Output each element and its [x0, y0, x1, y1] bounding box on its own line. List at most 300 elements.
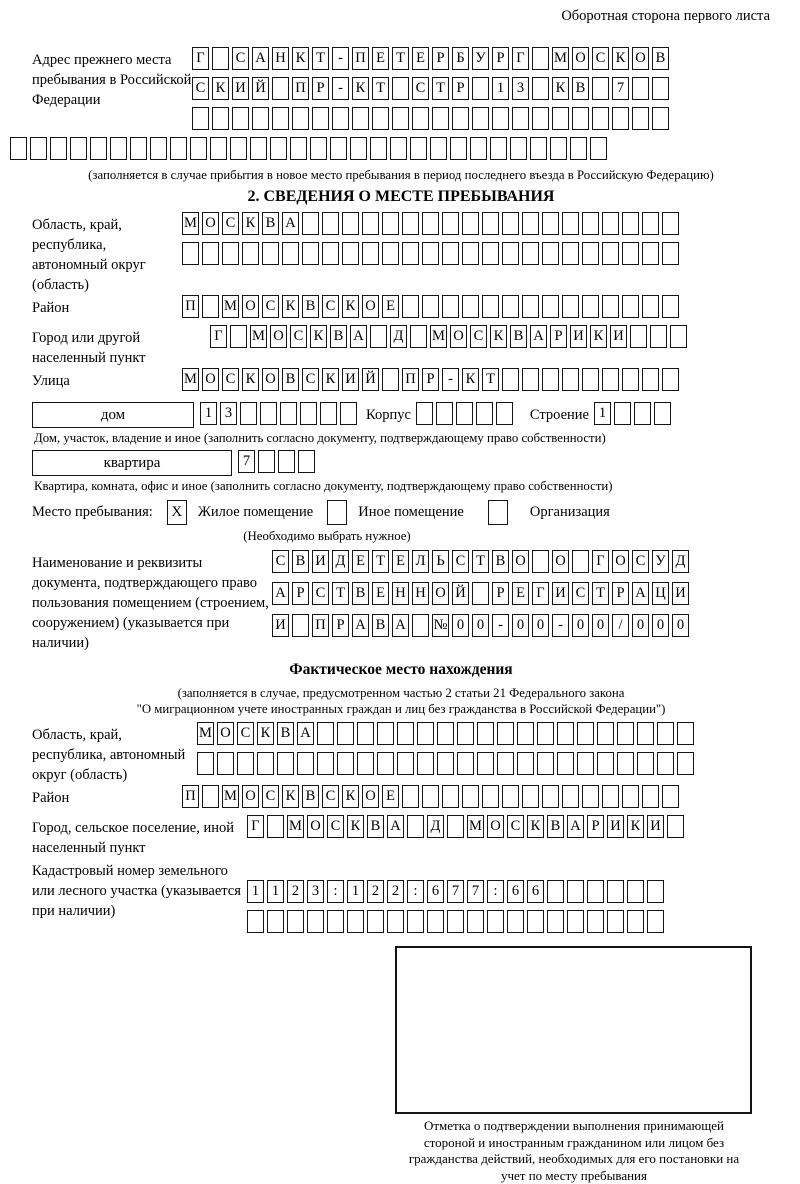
char-box[interactable]: С — [222, 368, 239, 391]
checkbox-organizatsiya[interactable] — [488, 500, 508, 525]
char-box[interactable] — [10, 137, 27, 160]
char-box[interactable] — [182, 242, 199, 265]
char-box[interactable]: Д — [390, 325, 407, 348]
char-box[interactable] — [436, 402, 453, 425]
char-box[interactable] — [427, 910, 444, 933]
char-box[interactable]: 2 — [367, 880, 384, 903]
char-box[interactable] — [450, 137, 467, 160]
char-box[interactable]: О — [572, 47, 589, 70]
char-box[interactable] — [522, 212, 539, 235]
char-box[interactable] — [642, 368, 659, 391]
char-box[interactable]: О — [362, 785, 379, 808]
char-box[interactable] — [192, 107, 209, 130]
char-box[interactable]: Д — [332, 550, 349, 573]
char-box[interactable] — [592, 107, 609, 130]
char-box[interactable]: 3 — [307, 880, 324, 903]
oblast-row-2[interactable] — [182, 242, 682, 268]
char-box[interactable]: Р — [587, 815, 604, 838]
char-box[interactable]: А — [297, 722, 314, 745]
char-box[interactable] — [190, 137, 207, 160]
char-box[interactable]: И — [272, 614, 289, 637]
fact-oblast-row-2[interactable] — [197, 752, 697, 778]
char-box[interactable]: П — [402, 368, 419, 391]
char-box[interactable] — [642, 785, 659, 808]
char-box[interactable]: Р — [422, 368, 439, 391]
char-box[interactable] — [70, 137, 87, 160]
char-box[interactable]: 1 — [267, 880, 284, 903]
char-box[interactable] — [542, 785, 559, 808]
char-box[interactable] — [602, 212, 619, 235]
char-box[interactable] — [512, 107, 529, 130]
char-box[interactable]: Й — [252, 77, 269, 100]
char-box[interactable] — [562, 785, 579, 808]
char-box[interactable]: Д — [427, 815, 444, 838]
char-box[interactable]: Т — [332, 582, 349, 605]
char-box[interactable] — [367, 910, 384, 933]
char-box[interactable] — [582, 212, 599, 235]
char-box[interactable] — [412, 107, 429, 130]
char-box[interactable]: С — [322, 295, 339, 318]
char-box[interactable] — [587, 910, 604, 933]
char-box[interactable] — [632, 77, 649, 100]
char-box[interactable]: Д — [672, 550, 689, 573]
char-box[interactable]: А — [350, 325, 367, 348]
char-box[interactable]: А — [567, 815, 584, 838]
char-box[interactable]: - — [332, 77, 349, 100]
char-box[interactable] — [232, 107, 249, 130]
kvartira-cells[interactable] — [238, 450, 318, 476]
char-box[interactable] — [467, 910, 484, 933]
char-box[interactable]: С — [632, 550, 649, 573]
char-box[interactable] — [422, 295, 439, 318]
char-box[interactable]: 2 — [287, 880, 304, 903]
char-box[interactable]: В — [262, 212, 279, 235]
char-box[interactable] — [597, 722, 614, 745]
char-box[interactable]: И — [312, 550, 329, 573]
char-box[interactable] — [496, 402, 513, 425]
char-box[interactable]: Р — [312, 77, 329, 100]
char-box[interactable]: А — [392, 614, 409, 637]
char-box[interactable] — [642, 212, 659, 235]
char-box[interactable] — [647, 910, 664, 933]
char-box[interactable]: В — [547, 815, 564, 838]
char-box[interactable] — [482, 242, 499, 265]
char-box[interactable] — [542, 212, 559, 235]
char-box[interactable] — [362, 212, 379, 235]
char-box[interactable]: С — [192, 77, 209, 100]
char-box[interactable] — [422, 212, 439, 235]
char-box[interactable] — [362, 242, 379, 265]
char-box[interactable] — [622, 295, 639, 318]
char-box[interactable] — [562, 368, 579, 391]
char-box[interactable] — [297, 752, 314, 775]
char-box[interactable] — [390, 137, 407, 160]
char-box[interactable]: К — [242, 212, 259, 235]
fact-gorod-row[interactable] — [247, 815, 687, 841]
char-box[interactable] — [170, 137, 187, 160]
char-box[interactable] — [567, 910, 584, 933]
char-box[interactable]: С — [322, 785, 339, 808]
char-box[interactable] — [382, 242, 399, 265]
char-box[interactable] — [472, 582, 489, 605]
char-box[interactable]: В — [492, 550, 509, 573]
char-box[interactable] — [670, 325, 687, 348]
char-box[interactable] — [150, 137, 167, 160]
char-box[interactable]: С — [290, 325, 307, 348]
char-box[interactable]: 3 — [220, 402, 237, 425]
char-box[interactable]: В — [510, 325, 527, 348]
char-box[interactable] — [252, 107, 269, 130]
char-box[interactable]: И — [672, 582, 689, 605]
char-box[interactable]: 6 — [527, 880, 544, 903]
char-box[interactable]: О — [307, 815, 324, 838]
char-box[interactable] — [542, 242, 559, 265]
char-box[interactable]: 7 — [467, 880, 484, 903]
char-box[interactable] — [202, 785, 219, 808]
char-box[interactable]: Е — [372, 582, 389, 605]
char-box[interactable] — [637, 752, 654, 775]
char-box[interactable]: В — [352, 582, 369, 605]
char-box[interactable]: : — [407, 880, 424, 903]
char-box[interactable]: 7 — [447, 880, 464, 903]
char-box[interactable]: В — [372, 614, 389, 637]
char-box[interactable]: К — [527, 815, 544, 838]
char-box[interactable]: К — [490, 325, 507, 348]
prev-address-row-3[interactable] — [192, 107, 672, 133]
char-box[interactable] — [502, 212, 519, 235]
char-box[interactable]: И — [647, 815, 664, 838]
char-box[interactable]: К — [212, 77, 229, 100]
char-box[interactable] — [462, 212, 479, 235]
char-box[interactable]: С — [452, 550, 469, 573]
char-box[interactable] — [477, 752, 494, 775]
char-box[interactable]: И — [232, 77, 249, 100]
char-box[interactable]: Т — [482, 368, 499, 391]
char-box[interactable] — [432, 107, 449, 130]
char-box[interactable]: О — [202, 212, 219, 235]
char-box[interactable] — [532, 107, 549, 130]
char-box[interactable] — [342, 212, 359, 235]
char-box[interactable] — [90, 137, 107, 160]
char-box[interactable]: У — [472, 47, 489, 70]
char-box[interactable] — [332, 107, 349, 130]
char-box[interactable] — [622, 242, 639, 265]
char-box[interactable] — [652, 107, 669, 130]
char-box[interactable] — [627, 880, 644, 903]
char-box[interactable] — [597, 752, 614, 775]
char-box[interactable]: П — [292, 77, 309, 100]
char-box[interactable] — [532, 47, 549, 70]
char-box[interactable] — [590, 137, 607, 160]
char-box[interactable]: О — [612, 550, 629, 573]
char-box[interactable] — [110, 137, 127, 160]
char-box[interactable]: Т — [472, 550, 489, 573]
char-box[interactable]: Т — [392, 47, 409, 70]
char-box[interactable]: П — [352, 47, 369, 70]
char-box[interactable]: А — [272, 582, 289, 605]
char-box[interactable] — [570, 137, 587, 160]
char-box[interactable] — [240, 402, 257, 425]
char-box[interactable] — [617, 752, 634, 775]
char-box[interactable]: А — [387, 815, 404, 838]
doc-row-3[interactable] — [272, 614, 692, 640]
char-box[interactable]: / — [612, 614, 629, 637]
char-box[interactable] — [654, 402, 671, 425]
char-box[interactable]: О — [362, 295, 379, 318]
char-box[interactable] — [542, 295, 559, 318]
char-box[interactable] — [337, 722, 354, 745]
char-box[interactable] — [677, 722, 694, 745]
char-box[interactable] — [582, 295, 599, 318]
char-box[interactable] — [562, 212, 579, 235]
char-box[interactable] — [416, 402, 433, 425]
char-box[interactable]: С — [262, 785, 279, 808]
char-box[interactable] — [482, 785, 499, 808]
fact-oblast-row-1[interactable] — [197, 722, 697, 748]
char-box[interactable]: К — [342, 295, 359, 318]
dom-cells[interactable] — [200, 402, 360, 428]
char-box[interactable]: - — [442, 368, 459, 391]
char-box[interactable] — [317, 752, 334, 775]
char-box[interactable]: Г — [592, 550, 609, 573]
char-box[interactable] — [650, 325, 667, 348]
char-box[interactable]: Г — [512, 47, 529, 70]
char-box[interactable]: : — [487, 880, 504, 903]
char-box[interactable] — [527, 910, 544, 933]
char-box[interactable]: Р — [292, 582, 309, 605]
char-box[interactable]: В — [302, 295, 319, 318]
char-box[interactable] — [247, 910, 264, 933]
char-box[interactable] — [630, 325, 647, 348]
char-box[interactable] — [290, 137, 307, 160]
char-box[interactable] — [197, 752, 214, 775]
char-box[interactable] — [492, 107, 509, 130]
char-box[interactable] — [476, 402, 493, 425]
char-box[interactable] — [260, 402, 277, 425]
char-box[interactable] — [377, 722, 394, 745]
char-box[interactable] — [457, 722, 474, 745]
char-box[interactable]: В — [572, 77, 589, 100]
char-box[interactable] — [50, 137, 67, 160]
char-box[interactable]: И — [610, 325, 627, 348]
stroenie-cells[interactable] — [594, 402, 674, 428]
char-box[interactable] — [507, 910, 524, 933]
char-box[interactable] — [267, 910, 284, 933]
char-box[interactable]: В — [277, 722, 294, 745]
char-box[interactable]: О — [512, 550, 529, 573]
char-box[interactable] — [634, 402, 651, 425]
char-box[interactable]: В — [292, 550, 309, 573]
char-box[interactable] — [350, 137, 367, 160]
doc-row-2[interactable] — [272, 582, 692, 608]
char-box[interactable] — [557, 752, 574, 775]
char-box[interactable] — [607, 910, 624, 933]
char-box[interactable] — [550, 137, 567, 160]
char-box[interactable] — [582, 368, 599, 391]
char-box[interactable] — [217, 752, 234, 775]
char-box[interactable] — [607, 880, 624, 903]
char-box[interactable] — [462, 242, 479, 265]
char-box[interactable]: Е — [412, 47, 429, 70]
char-box[interactable] — [522, 242, 539, 265]
char-box[interactable] — [602, 242, 619, 265]
char-box[interactable] — [347, 910, 364, 933]
char-box[interactable] — [522, 785, 539, 808]
char-box[interactable]: В — [330, 325, 347, 348]
char-box[interactable]: Б — [452, 47, 469, 70]
char-box[interactable]: А — [632, 582, 649, 605]
char-box[interactable]: М — [182, 368, 199, 391]
char-box[interactable]: И — [552, 582, 569, 605]
prev-address-row-4[interactable] — [10, 137, 770, 163]
char-box[interactable] — [657, 752, 674, 775]
char-box[interactable]: П — [312, 614, 329, 637]
ulitsa-row[interactable] — [182, 368, 682, 394]
char-box[interactable] — [447, 815, 464, 838]
char-box[interactable]: К — [612, 47, 629, 70]
char-box[interactable]: Н — [272, 47, 289, 70]
char-box[interactable] — [530, 137, 547, 160]
char-box[interactable]: С — [470, 325, 487, 348]
char-box[interactable] — [662, 212, 679, 235]
char-box[interactable] — [382, 212, 399, 235]
char-box[interactable]: К — [347, 815, 364, 838]
char-box[interactable] — [417, 722, 434, 745]
char-box[interactable]: Ц — [652, 582, 669, 605]
char-box[interactable]: О — [242, 295, 259, 318]
char-box[interactable]: Р — [492, 582, 509, 605]
char-box[interactable]: Е — [382, 785, 399, 808]
char-box[interactable]: Н — [412, 582, 429, 605]
char-box[interactable] — [437, 752, 454, 775]
char-box[interactable]: Т — [312, 47, 329, 70]
char-box[interactable] — [422, 785, 439, 808]
char-box[interactable] — [298, 450, 315, 473]
char-box[interactable]: Р — [550, 325, 567, 348]
char-box[interactable]: 1 — [247, 880, 264, 903]
char-box[interactable] — [537, 752, 554, 775]
char-box[interactable]: В — [282, 368, 299, 391]
char-box[interactable] — [662, 295, 679, 318]
char-box[interactable]: М — [552, 47, 569, 70]
char-box[interactable]: С — [232, 47, 249, 70]
char-box[interactable] — [272, 77, 289, 100]
char-box[interactable] — [487, 910, 504, 933]
char-box[interactable] — [287, 910, 304, 933]
char-box[interactable]: : — [327, 880, 344, 903]
char-box[interactable] — [212, 47, 229, 70]
char-box[interactable] — [542, 368, 559, 391]
char-box[interactable]: И — [342, 368, 359, 391]
char-box[interactable]: С — [222, 212, 239, 235]
char-box[interactable]: О — [217, 722, 234, 745]
char-box[interactable] — [502, 368, 519, 391]
char-box[interactable] — [337, 752, 354, 775]
char-box[interactable]: Р — [612, 582, 629, 605]
gorod-row[interactable] — [210, 325, 690, 351]
char-box[interactable] — [258, 450, 275, 473]
char-box[interactable]: 3 — [512, 77, 529, 100]
char-box[interactable]: Р — [432, 47, 449, 70]
char-box[interactable]: Ь — [432, 550, 449, 573]
char-box[interactable]: В — [652, 47, 669, 70]
char-box[interactable] — [270, 137, 287, 160]
char-box[interactable] — [562, 242, 579, 265]
char-box[interactable] — [472, 77, 489, 100]
char-box[interactable] — [262, 242, 279, 265]
char-box[interactable] — [320, 402, 337, 425]
char-box[interactable] — [602, 785, 619, 808]
char-box[interactable] — [392, 107, 409, 130]
char-box[interactable]: С — [262, 295, 279, 318]
char-box[interactable] — [30, 137, 47, 160]
char-box[interactable] — [587, 880, 604, 903]
char-box[interactable]: И — [570, 325, 587, 348]
char-box[interactable]: У — [652, 550, 669, 573]
char-box[interactable] — [642, 295, 659, 318]
char-box[interactable] — [547, 910, 564, 933]
char-box[interactable]: А — [252, 47, 269, 70]
char-box[interactable] — [517, 722, 534, 745]
char-box[interactable]: М — [222, 785, 239, 808]
char-box[interactable] — [662, 785, 679, 808]
char-box[interactable] — [592, 77, 609, 100]
char-box[interactable] — [502, 242, 519, 265]
char-box[interactable] — [327, 910, 344, 933]
char-box[interactable] — [322, 212, 339, 235]
char-box[interactable]: 6 — [507, 880, 524, 903]
char-box[interactable]: О — [432, 582, 449, 605]
char-box[interactable]: П — [182, 295, 199, 318]
fact-raion-row[interactable] — [182, 785, 682, 811]
char-box[interactable]: Р — [332, 614, 349, 637]
char-box[interactable]: 0 — [472, 614, 489, 637]
char-box[interactable]: - — [552, 614, 569, 637]
char-box[interactable] — [497, 722, 514, 745]
char-box[interactable]: 6 — [427, 880, 444, 903]
char-box[interactable]: К — [627, 815, 644, 838]
char-box[interactable]: 0 — [632, 614, 649, 637]
char-box[interactable]: 1 — [594, 402, 611, 425]
char-box[interactable]: 0 — [672, 614, 689, 637]
char-box[interactable] — [250, 137, 267, 160]
char-box[interactable]: - — [332, 47, 349, 70]
char-box[interactable] — [577, 752, 594, 775]
char-box[interactable] — [442, 242, 459, 265]
char-box[interactable] — [482, 212, 499, 235]
char-box[interactable] — [677, 752, 694, 775]
char-box[interactable]: О — [552, 550, 569, 573]
char-box[interactable] — [442, 295, 459, 318]
char-box[interactable] — [457, 752, 474, 775]
char-box[interactable] — [410, 137, 427, 160]
char-box[interactable] — [552, 107, 569, 130]
char-box[interactable] — [652, 77, 669, 100]
char-box[interactable]: С — [272, 550, 289, 573]
char-box[interactable] — [387, 910, 404, 933]
char-box[interactable]: Т — [372, 550, 389, 573]
char-box[interactable] — [627, 910, 644, 933]
char-box[interactable] — [230, 137, 247, 160]
char-box[interactable]: 0 — [592, 614, 609, 637]
char-box[interactable]: 0 — [652, 614, 669, 637]
char-box[interactable]: № — [432, 614, 449, 637]
char-box[interactable]: О — [487, 815, 504, 838]
char-box[interactable] — [667, 815, 684, 838]
prev-address-row-2[interactable] — [192, 77, 672, 103]
char-box[interactable]: Й — [362, 368, 379, 391]
char-box[interactable]: И — [607, 815, 624, 838]
